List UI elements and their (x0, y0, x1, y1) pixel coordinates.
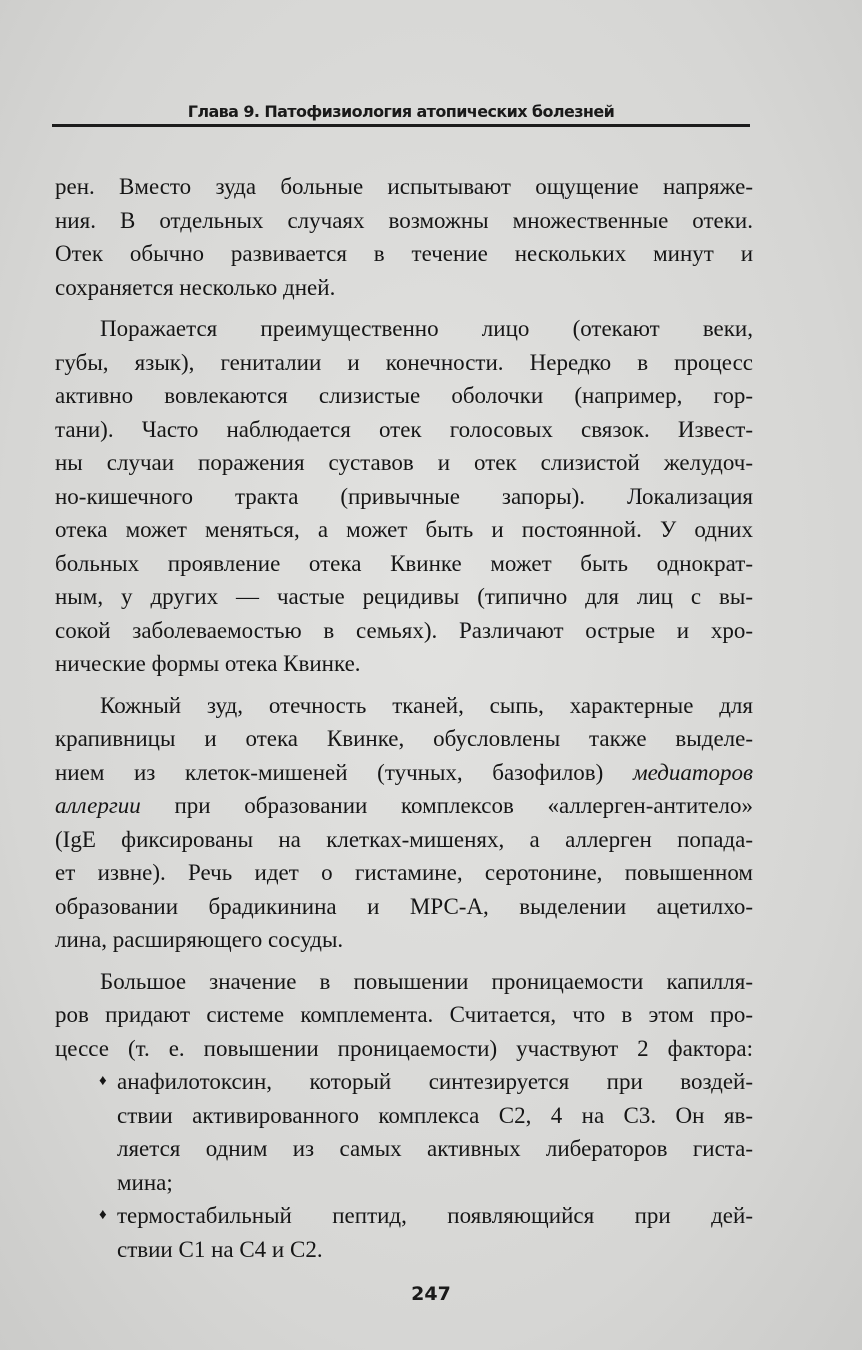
text-line: активно вовлекаются слизистые оболочки (например, гор- (55, 383, 753, 408)
text-line (55, 1065, 753, 1099)
text-line: Отек обычно развивается в течение нескольких минут и (55, 241, 753, 266)
list-item (55, 1199, 753, 1266)
text-line: ния. В отдельных случаях возможны множественные отеки. (55, 207, 753, 233)
text-line: сохраняется несколько дней. (55, 274, 336, 300)
diamond-bullet-icon: ♦ (99, 1073, 107, 1089)
text-line: мина; (117, 1169, 173, 1195)
list-item (55, 1065, 753, 1199)
text-line (55, 756, 753, 790)
page-number: 247 (411, 1283, 451, 1305)
italic-term: медиаторов (632, 759, 753, 785)
text-line: лина, расширяющего сосуды. (55, 927, 344, 952)
paragraph-gap (55, 304, 753, 312)
text-line: Кожный зуд, отечность тканей, сыпь, характерные для (100, 692, 753, 718)
text-line: ляется одним из самых активных либераторов гиста- (117, 1136, 753, 1161)
paragraph-1 (55, 170, 753, 304)
running-header: Глава 9. Патофизиология атопических болезней (187, 102, 615, 121)
text-line: ным, у других — частые рецидивы (типично для лиц с вы- (55, 584, 753, 609)
text-line: ров придают системе комплемента. Считается, что в этом про- (55, 1002, 753, 1027)
text-line: больных проявление отека Квинке может быть однократ- (55, 550, 753, 576)
text-line: тани). Часто наблюдается отек голосовых связок. Извест- (55, 416, 753, 442)
text-line: цессе (т. е. повышении проницаемости) участвуют 2 фактора: (55, 1035, 753, 1061)
paragraph-2 (55, 312, 753, 681)
text-line: (IgE фиксированы на клетках-мишенях, а аллерген попада- (55, 826, 753, 852)
text-line: ствии активированного комплекса С2, 4 на С3. Он яв- (117, 1102, 753, 1128)
text-line: Поражается преимущественно лицо (отекают веки, (100, 316, 753, 341)
text-line: нические формы отека Квинке. (55, 651, 361, 676)
header-rule (52, 124, 750, 127)
text-run: анафилотоксин, который синтезируется при воздей- (117, 1069, 753, 1094)
bullet-list (55, 1065, 753, 1266)
diamond-bullet-icon: ♦ (99, 1207, 107, 1223)
paragraph-3 (55, 689, 753, 957)
text-line (55, 789, 753, 823)
text-line (55, 1199, 753, 1233)
text-line: сокой заболеваемостью в семьях). Различают острые и хро- (55, 617, 753, 643)
text-line: но-кишечного тракта (привычные запоры). Локализация (55, 483, 753, 509)
text-line: образовании брадикинина и МРС-А, выделении ацетилхо- (55, 893, 753, 919)
text-run: термостабильный пептид, появляющийся при дей- (117, 1203, 753, 1228)
text-line: отека может меняться, а может быть и постоянной. У одних (55, 517, 753, 542)
paragraph-gap (55, 957, 753, 965)
text-line: Большое значение в повышении проницаемости капилля- (100, 968, 753, 994)
paragraph-gap (55, 681, 753, 689)
text-line: крапивницы и отека Квинке, обусловлены также выделе- (55, 726, 753, 751)
text-line: ет извне). Речь идет о гистамине, серотонине, повышенном (55, 860, 753, 885)
text-line: рен. Вместо зуда больные испытывают ощущение напряже- (55, 174, 753, 199)
text-line: ствии С1 на С4 и С2. (117, 1236, 323, 1262)
text-run: при образовании комплексов «аллерген-антитело» (140, 793, 753, 818)
paragraph-4 (55, 965, 753, 1066)
text-run: нием из клеток-мишеней (тучных, базофилов) (55, 759, 633, 785)
italic-term: аллергии (55, 793, 141, 818)
text-line: губы, язык), гениталии и конечности. Нередко в процесс (55, 349, 753, 375)
text-line: ны случаи поражения суставов и отек слизистой желудоч- (55, 450, 753, 475)
body-text (55, 170, 753, 1266)
